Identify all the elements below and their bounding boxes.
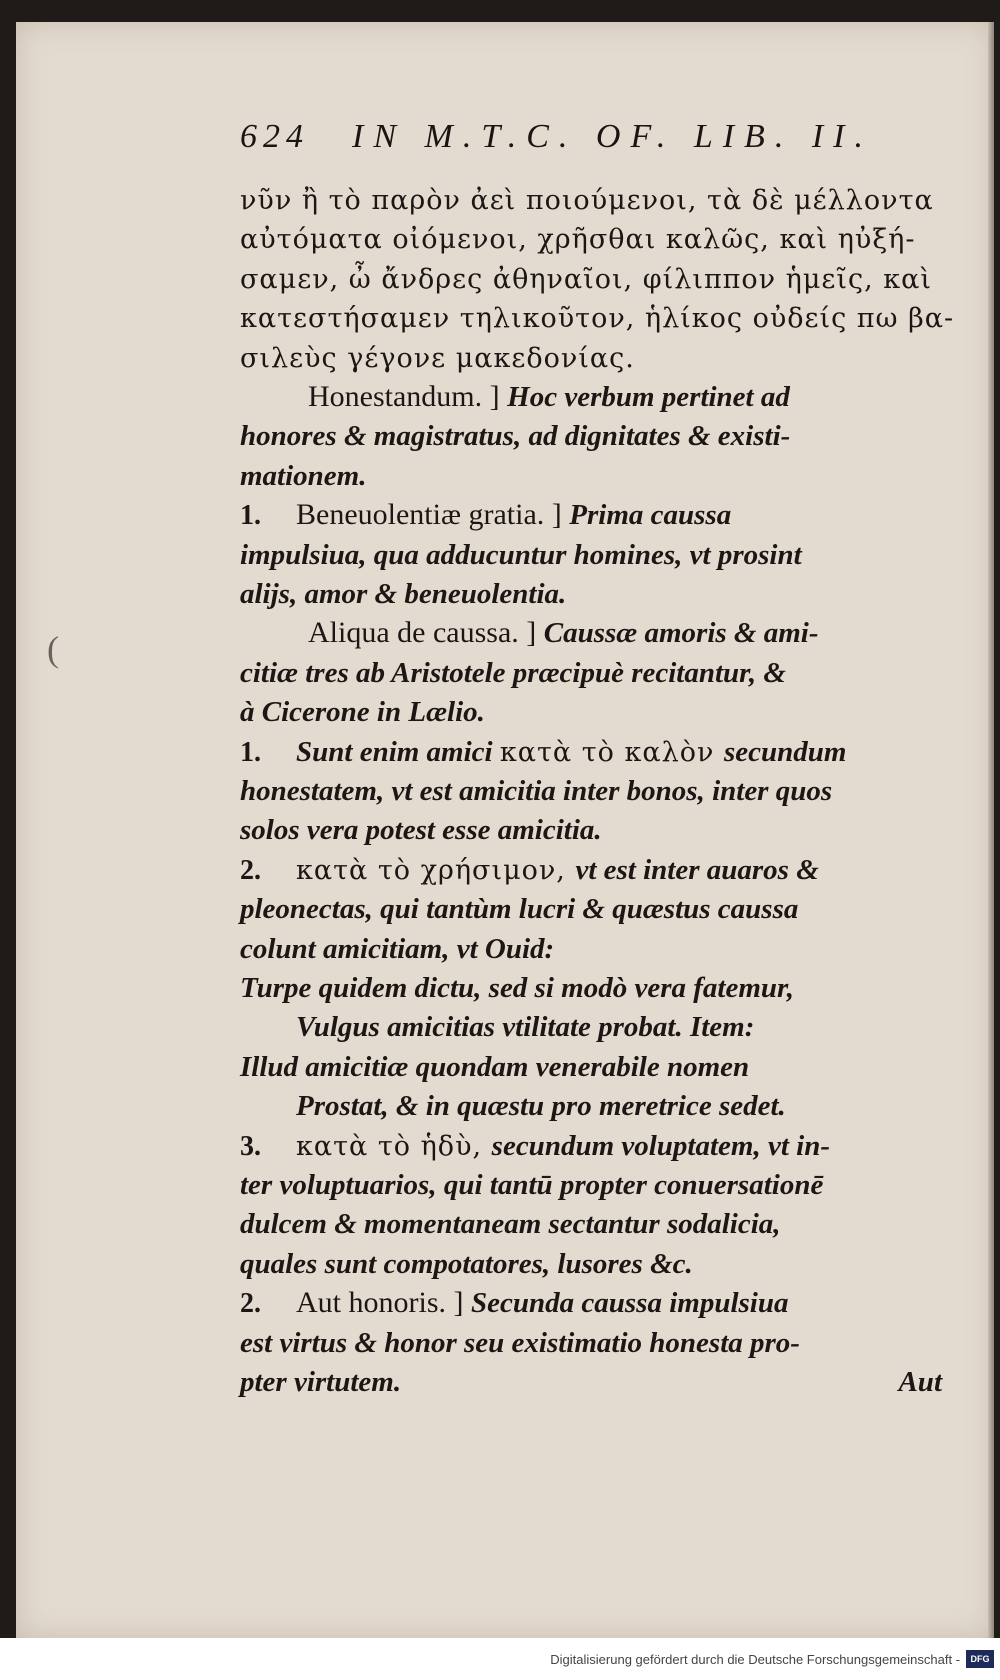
commentary-text: Caussæ amoris & ami-	[543, 617, 819, 650]
text-line	[240, 1323, 960, 1363]
lemma-text: Beneuolentiæ gratia. ]	[296, 498, 570, 532]
footer-bar	[0, 1644, 1000, 1680]
text-line	[240, 1126, 960, 1166]
text-line	[240, 259, 960, 299]
commentary-text: solos vera potest esse amicitia.	[240, 814, 602, 847]
text-line	[240, 692, 960, 732]
text-line	[240, 535, 960, 575]
text-line	[240, 1283, 960, 1323]
commentary-text: ter voluptuarios, qui tantū propter conuersationē	[240, 1169, 824, 1201]
commentary-text: Illud amicitiæ quondam venerabile nomen	[240, 1050, 750, 1083]
text-line	[240, 968, 960, 1008]
commentary-text: Turpe quidem dictu, sed si modò vera fatemur,	[240, 972, 794, 1004]
text-line	[240, 1244, 960, 1284]
commentary-text: quales sunt compotatores, lusores &c.	[240, 1247, 693, 1280]
text-line	[240, 416, 960, 456]
text-line	[240, 850, 960, 890]
commentary-text: Sunt enim amici	[296, 735, 500, 768]
section-number: 1.	[240, 500, 261, 532]
commentary-text: mationem.	[240, 459, 367, 492]
commentary-text: secundum	[723, 735, 847, 768]
greek-text: σιλεὺς γέγονε μακεδονίας.	[240, 342, 635, 374]
text-line	[240, 732, 960, 772]
margin-mark: (	[47, 629, 59, 669]
commentary-text: pleonectas, qui tantùm lucri & quæstus caussa	[240, 893, 799, 926]
section-number: 3.	[240, 1130, 261, 1162]
text-line	[240, 456, 960, 496]
lemma-text: Aliqua de caussa. ]	[308, 616, 544, 650]
text-line	[240, 1165, 960, 1205]
greek-text: κατεστήσαμεν τηλικοῦτον, ἡλίκος οὐδείς πω βα-	[240, 303, 955, 335]
commentary-text: Vulgus amicitias vtilitate probat. Item:	[296, 1011, 755, 1044]
footer-credit: Digitalisierung gefördert durch die Deutsche Forschungsgemeinschaft -	[550, 1652, 960, 1667]
dfg-logo-icon: DFG	[966, 1650, 994, 1668]
lemma-text: Aut honoris. ]	[296, 1286, 471, 1320]
commentary-text: vt est inter auaros &	[575, 853, 819, 886]
text-line	[240, 810, 960, 850]
page-number: 624	[240, 118, 309, 155]
greek-text: κατὰ τὸ χρήσιμον,	[296, 854, 576, 886]
commentary-text: dulcem & momentaneam sectantur sodalicia,	[240, 1208, 781, 1241]
commentary-text: est virtus & honor seu existimatio honesta pro-	[240, 1326, 800, 1359]
text-line	[240, 1047, 960, 1087]
text-line	[240, 219, 960, 259]
text-line	[240, 1204, 960, 1244]
commentary-text: Prima caussa	[569, 499, 732, 532]
commentary-text: honores & magistratus, ad dignitates & existi-	[240, 420, 791, 453]
commentary-text: impulsiua, qua adducuntur homines, vt prosint	[240, 538, 802, 571]
catchword: Aut	[898, 1366, 942, 1398]
commentary-text: alijs, amor & beneuolentia.	[240, 578, 567, 610]
commentary-text: honestatem, vt est amicitia inter bonos, inter quos	[240, 775, 833, 807]
commentary-text: citiæ tres ab Aristotele præcipuè recitantur, &	[240, 656, 786, 689]
greek-text: νῦν ἢ τὸ παρὸν ἀεὶ ποιούμενοι, τὰ δὲ μέλλοντα	[240, 185, 934, 216]
running-head	[240, 118, 920, 164]
section-number: 1.	[240, 736, 261, 768]
greek-text: κατὰ τὸ ἡδὺ,	[296, 1130, 492, 1162]
commentary-text: Hoc verbum pertinet ad	[507, 381, 790, 413]
section-number: 2.	[240, 854, 261, 886]
text-line	[240, 1007, 1000, 1047]
greek-text: κατὰ τὸ καλὸν	[499, 736, 724, 768]
text-line	[240, 495, 960, 535]
text-line	[240, 929, 960, 969]
text-line	[240, 889, 960, 929]
section-number: 2.	[240, 1288, 261, 1320]
lemma-text: Honestandum. ]	[308, 380, 508, 413]
text-line	[240, 771, 960, 811]
page-edge	[988, 22, 994, 1638]
commentary-text: colunt amicitiam, vt Ouid:	[240, 932, 555, 965]
text-line	[240, 1362, 960, 1402]
greek-text: αὐτόματα οἰόμενοι, χρῆσθαι καλῶς, καὶ ηὐξή-	[240, 224, 916, 256]
commentary-text: à Cicerone in Lælio.	[240, 696, 485, 729]
text-line	[240, 338, 960, 378]
running-title: IN M.T.C. OF. LIB. II.	[352, 118, 873, 155]
greek-text: σαμεν, ὦ ἄνδρες ἀθηναῖοι, φίλιππον ἡμεῖς, καὶ	[240, 263, 932, 295]
text-line	[240, 574, 960, 614]
text-line	[240, 298, 960, 338]
commentary-text: Prostat, & in quæstu pro meretrice sedet.	[296, 1090, 786, 1123]
text-line	[240, 180, 960, 220]
commentary-text: secundum voluptatem, vt in-	[491, 1129, 830, 1162]
text-line	[240, 653, 960, 693]
text-line	[240, 1086, 1000, 1126]
commentary-text: pter virtutem.	[240, 1366, 402, 1398]
text-line	[240, 613, 1000, 653]
commentary-text: Secunda caussa impulsiua	[471, 1287, 789, 1320]
text-line	[240, 377, 1000, 417]
